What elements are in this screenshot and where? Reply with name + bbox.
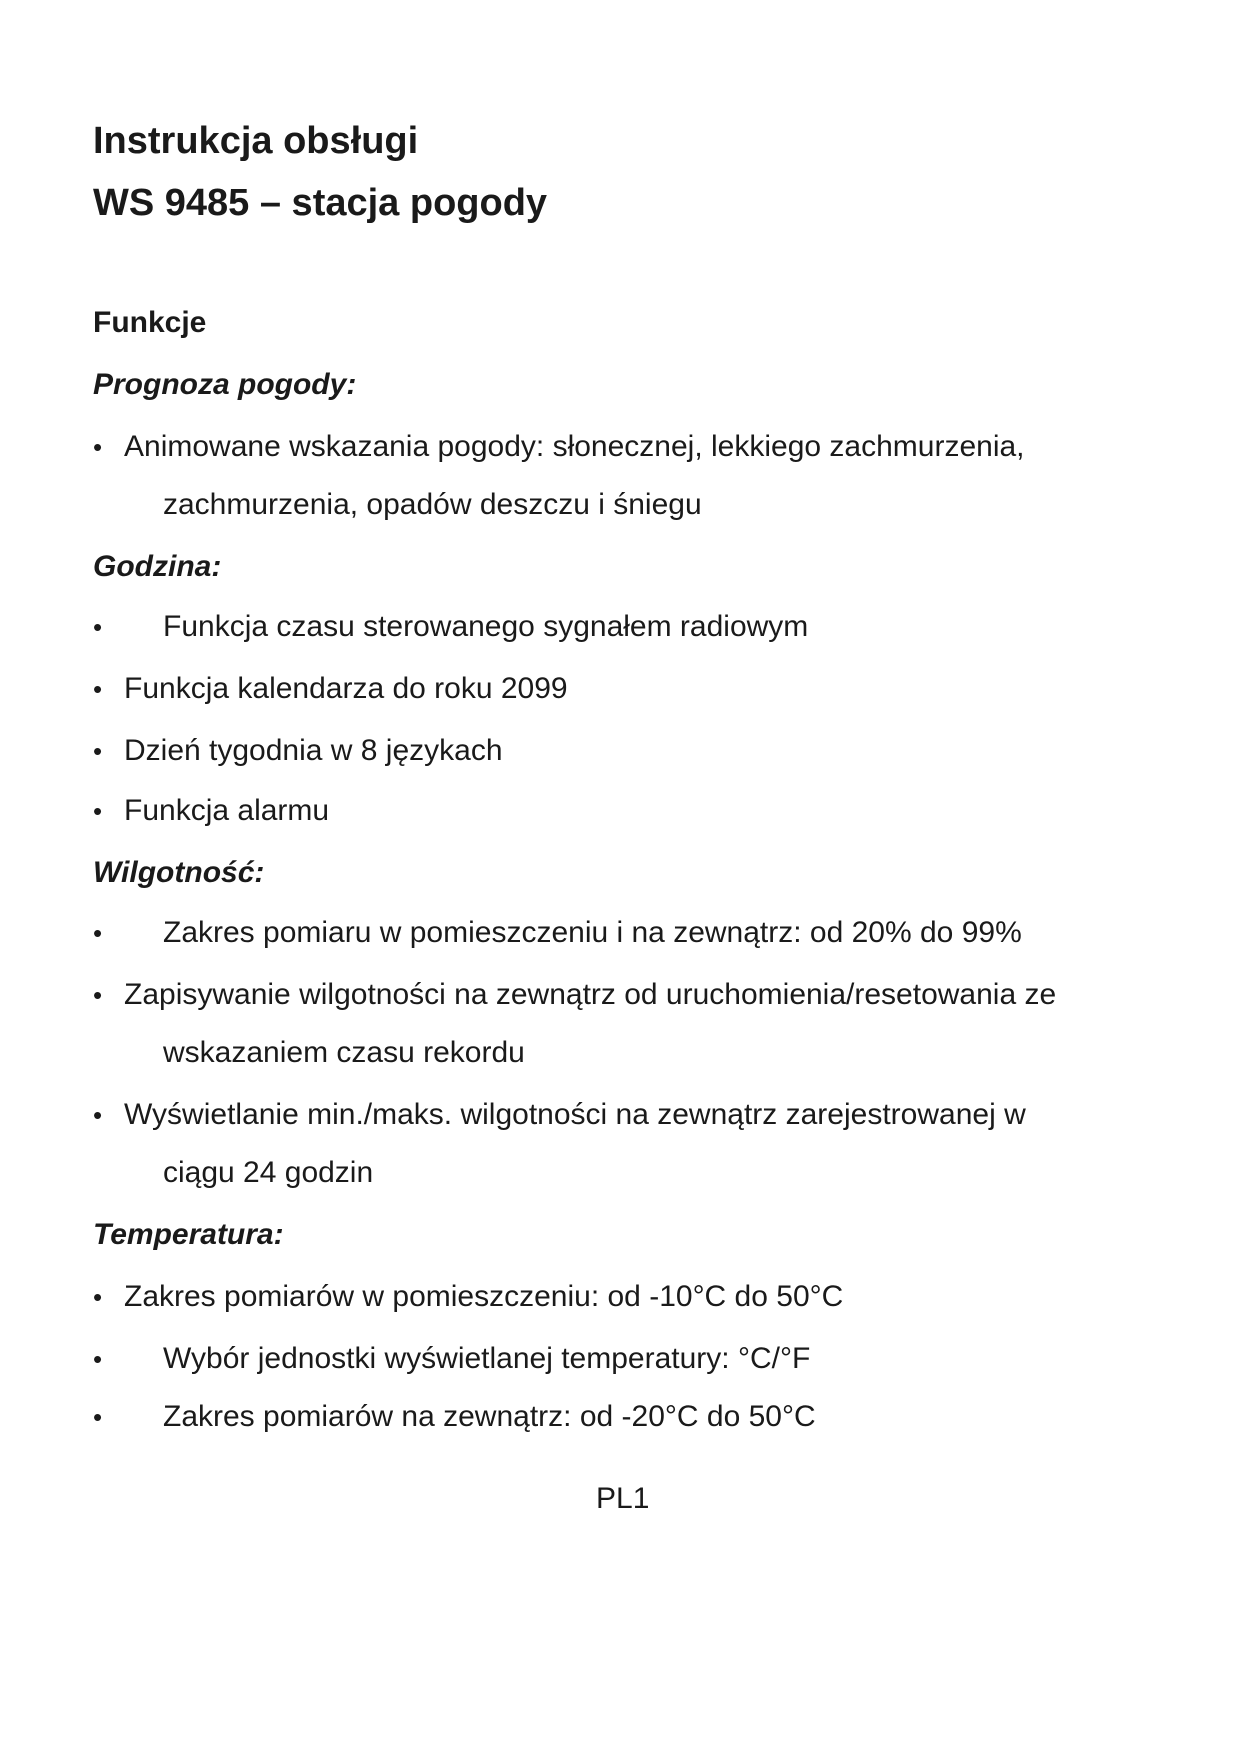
section-heading-funkcje: Funkcje (93, 306, 207, 339)
bullet-icon: • (93, 796, 103, 826)
bullet-icon: • (93, 612, 103, 642)
list-item-text: Zapisywanie wilgotności na zewnątrz od uruchomienia/resetowania ze (124, 978, 1057, 1011)
bullet-icon: • (93, 1100, 103, 1130)
list-item-text: Funkcja alarmu (124, 794, 330, 827)
list-item-text: Funkcja czasu sterowanego sygnałem radiowym (163, 610, 809, 643)
bullet-icon: • (93, 432, 103, 462)
bullet-icon: • (93, 1402, 103, 1432)
list-item-continuation: zachmurzenia, opadów deszczu i śniegu (163, 488, 702, 521)
subheading-godzina: Godzina: (93, 550, 222, 583)
document-subtitle: WS 9485 – stacja pogody (93, 182, 548, 224)
list-item-text: Zakres pomiaru w pomieszczeniu i na zewnątrz: od 20% do 99% (163, 916, 1022, 949)
list-item-text: Dzień tygodnia w 8 językach (124, 734, 503, 767)
subheading-wilgotnosc: Wilgotność: (93, 856, 265, 889)
bullet-icon: • (93, 736, 103, 766)
list-item-text: Zakres pomiarów w pomieszczeniu: od -10°C do 50°C (124, 1280, 844, 1313)
list-item-text: Wybór jednostki wyświetlanej temperatury: °C/°F (163, 1342, 811, 1375)
document-title: Instrukcja obsługi (93, 120, 419, 162)
list-item-continuation: ciągu 24 godzin (163, 1156, 374, 1189)
list-item-text: Animowane wskazania pogody: słonecznej, lekkiego zachmurzenia, (124, 430, 1025, 463)
subheading-prognoza-pogody: Prognoza pogody: (93, 368, 357, 401)
bullet-icon: • (93, 980, 103, 1010)
bullet-icon: • (93, 1344, 103, 1374)
bullet-icon: • (93, 918, 103, 948)
list-item-text: Wyświetlanie min./maks. wilgotności na zewnątrz zarejestrowanej w (124, 1098, 1026, 1131)
bullet-icon: • (93, 1282, 103, 1312)
page-number: PL1 (596, 1482, 650, 1515)
list-item-text: Zakres pomiarów na zewnątrz: od -20°C do 50°C (163, 1400, 816, 1433)
list-item-continuation: wskazaniem czasu rekordu (163, 1036, 525, 1069)
bullet-icon: • (93, 674, 103, 704)
subheading-temperatura: Temperatura: (93, 1218, 284, 1251)
list-item-text: Funkcja kalendarza do roku 2099 (124, 672, 568, 705)
